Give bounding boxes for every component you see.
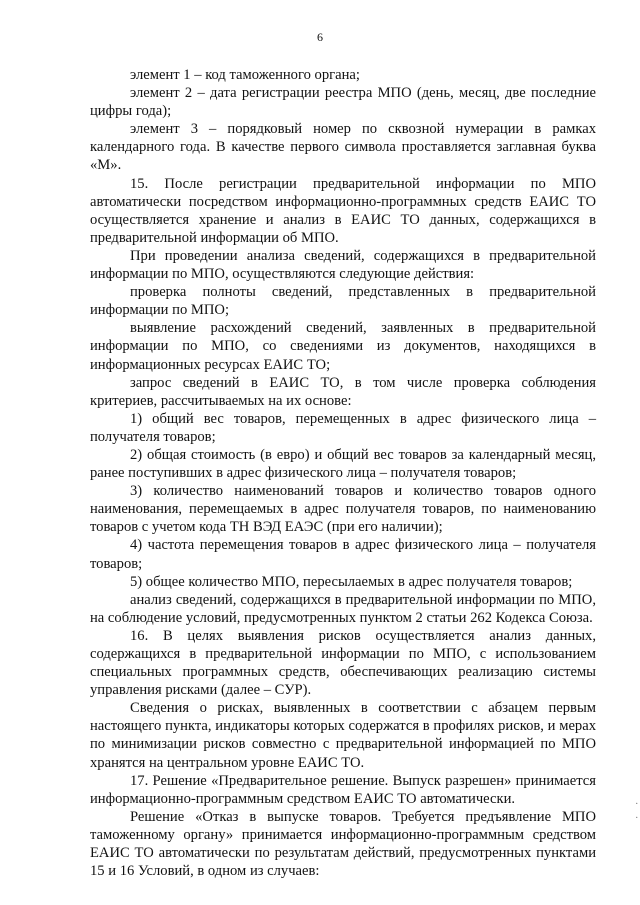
paragraph-criterion-3: 3) количество наименований товаров и количество товаров одного наименования, перемещаемых в адрес получателя товаров, по наименованию товаров с учетом кода ТН ВЭД ЕАЭС (при его наличии); — [90, 483, 596, 536]
page-number: 6 — [317, 30, 323, 44]
paragraph-element-2: элемент 2 – дата регистрации реестра МПО (день, месяц, две последние цифры года); — [90, 85, 596, 120]
paragraph-criterion-2: 2) общая стоимость (в евро) и общий вес товаров за календарный месяц, ранее поступивших в адрес физического лица – получателя товаров; — [90, 446, 596, 482]
paragraph-risk-info: Сведения о рисках, выявленных в соответствии с абзацем первым настоящего пункта, индикаторы которых содержатся в профилях рисков, и мерах по минимизации рисков совместно с предварительной информацией по МПО хранятся на центральном уровне ЕАИС ТО. — [90, 700, 596, 771]
paragraph-criterion-1: 1) общий вес товаров, перемещенных в адрес физического лица – получателя товаров; — [90, 410, 596, 445]
paragraph-element-3: элемент 3 – порядковый номер по сквозной нумерации в рамках календарного года. В качестве первого символа проставляется заглавная буква «М». — [90, 121, 596, 174]
paragraph-clause-16: 16. В целях выявления рисков осуществляется анализ данных, содержащихся в предварительной информации по МПО, с использованием специальных программных средств, обеспечивающих реализацию системы управления рисками (далее – СУР). — [90, 627, 596, 699]
paragraph-analysis-intro: При проведении анализа сведений, содержащихся в предварительной информации по МПО, осуществляются следующие действия: — [90, 247, 596, 283]
paragraph-conditions-analysis: анализ сведений, содержащихся в предварительной информации по МПО, на соблюдение условий, предусмотренных пунктом 2 статьи 262 Кодекса Союза. — [90, 591, 596, 626]
paragraph-criterion-5: 5) общее количество МПО, пересылаемых в адрес получателя товаров; — [130, 573, 573, 590]
paragraph-completeness-check: проверка полноты сведений, представленных в предварительной информации по МПО; — [90, 284, 596, 319]
document-body — [90, 66, 596, 880]
paragraph-clause-15: 15. После регистрации предварительной информации по МПО автоматически посредством информационно-программных средств ЕАИС ТО осуществляется хранение и анализ в ЕАИС ТО данных, содержащихся в предварительной информации об МПО. — [90, 175, 596, 246]
margin-mark: . — [635, 810, 638, 821]
paragraph-clause-17: 17. Решение «Предварительное решение. Выпуск разрешен» принимается информационно-программным средством ЕАИС ТО автоматически. — [90, 772, 596, 807]
paragraph-criterion-4: 4) частота перемещения товаров в адрес физического лица – получателя товаров; — [90, 537, 596, 572]
paragraph-refusal-decision: Решение «Отказ в выпуске товаров. Требуется предъявление МПО таможенному органу» принимается информационно-программным средством ЕАИС ТО автоматически по результатам действий, предусмотренных пунктами 15 и 16 Условий, в одном из случаев: — [90, 808, 596, 880]
paragraph-discrepancy-check: выявление расхождений сведений, заявленных в предварительной информации по МПО, со сведениями из документов, находящихся в информационных ресурсах ЕАИС ТО; — [90, 320, 596, 373]
paragraph-info-request: запрос сведений в ЕАИС ТО, в том числе проверка соблюдения критериев, рассчитываемых на их основе: — [90, 374, 596, 409]
margin-mark: . — [635, 796, 638, 807]
paragraph-element-1: элемент 1 – код таможенного органа; — [130, 67, 360, 83]
